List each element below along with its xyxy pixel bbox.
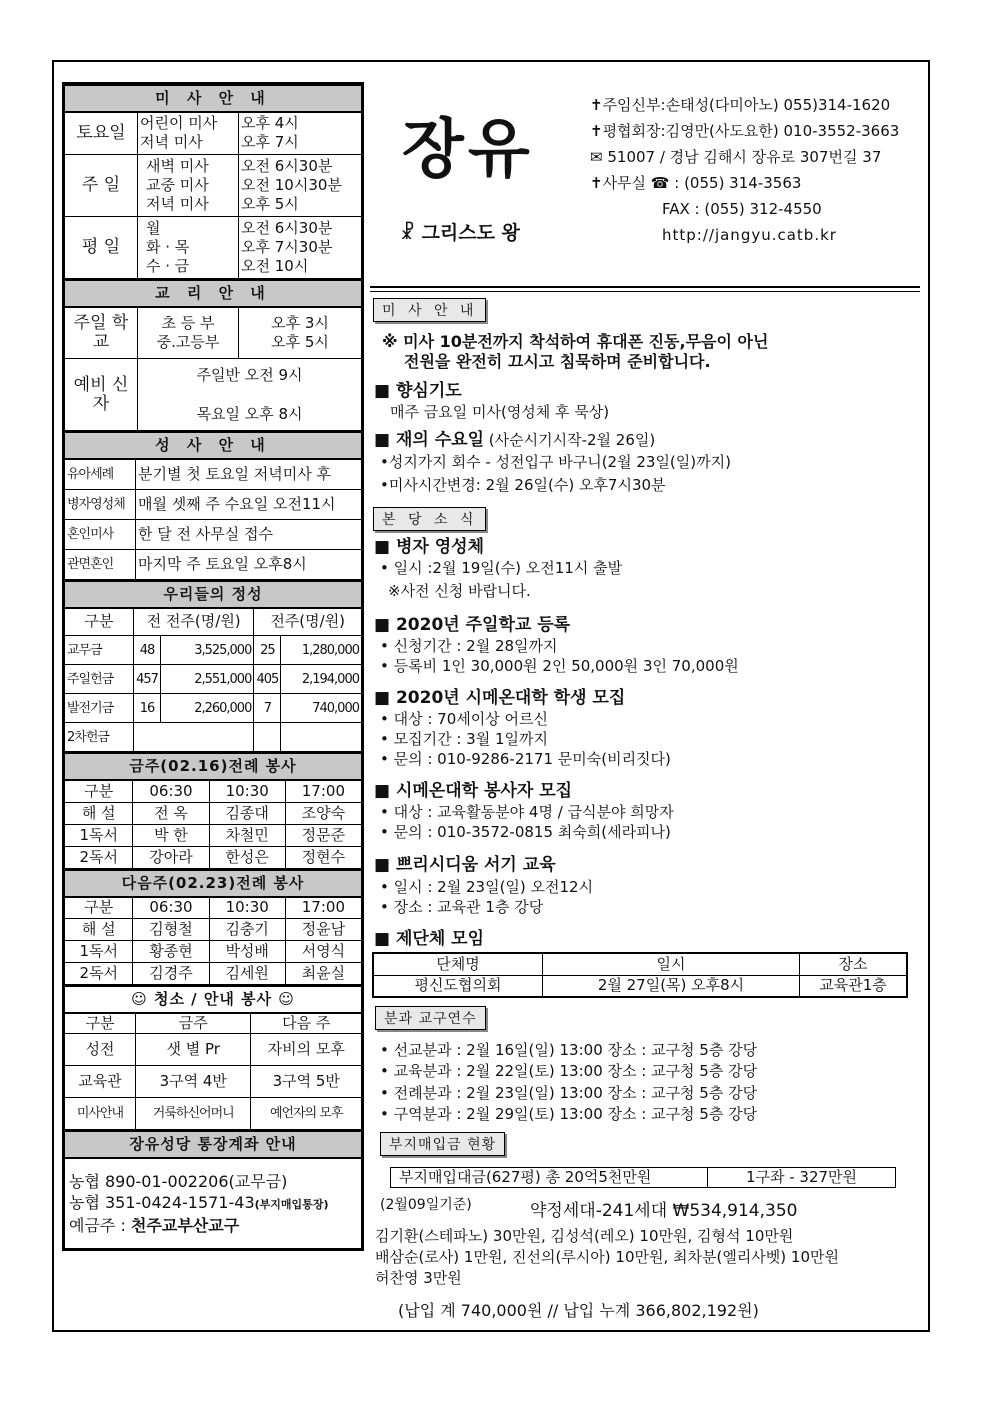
cleaning-col: 다음 주	[251, 1013, 362, 1034]
service-col: 17:00	[285, 780, 361, 802]
service-next-week-table	[64, 869, 362, 986]
mass-time: 오전 6시30분	[241, 156, 333, 175]
mass-item: 저녁 미사	[146, 194, 209, 213]
pre-catechumen-label: 예비 신자	[65, 359, 138, 431]
mass-time: 오후 4시	[241, 114, 299, 133]
groups-cell: 교육관1층	[800, 975, 908, 997]
groups-cell: 2월 27일(목) 오후8시	[543, 975, 800, 997]
service-cell: 한성은	[209, 846, 285, 868]
sacrament-label: 관면혼인	[65, 549, 136, 579]
training-item: • 교육분과 : 2월 22일(토) 13:00 장소 : 교구청 5층 강당	[380, 1062, 758, 1080]
sick-title: ■ 병자 영성체	[374, 537, 485, 557]
offering-amount: 3,525,000	[161, 636, 254, 665]
mass-header: 미 사 안 내	[65, 85, 362, 112]
cleaning-cell: 성전	[65, 1034, 136, 1066]
service-cell: 김형철	[133, 919, 209, 941]
cleaning-cell: 3구역 5반	[251, 1066, 362, 1098]
account-header: 장유성당 통장계좌 안내	[65, 1131, 362, 1158]
school-reg-title: ■ 2020년 주일학교 등록	[374, 615, 571, 635]
training-item: • 구역분과 : 2월 29일(토) 13:00 장소 : 교구청 5층 강당	[380, 1105, 758, 1123]
groups-title: ■ 제단체 모임	[374, 929, 485, 949]
groups-col: 단체명	[373, 953, 543, 975]
training-item: • 선교분과 : 2월 16일(일) 13:00 장소 : 교구청 5층 강당	[380, 1041, 758, 1059]
ash-item: •미사시간변경: 2월 26일(수) 오후7시30분	[380, 476, 666, 494]
school-label: 주일 학교	[65, 307, 138, 359]
cleaning-cell: 예언자의 모후	[251, 1098, 362, 1130]
mass-time: 오전 6시30분	[241, 218, 333, 237]
sacrament-label: 혼인미사	[65, 519, 136, 549]
training-item: • 전례분과 : 2월 23일(일) 13:00 장소 : 교구청 5층 강당	[380, 1084, 758, 1102]
land-total: 부지매입대금(627평) 총 20억5천만원	[391, 1168, 708, 1188]
service-cell: 김충기	[209, 919, 285, 941]
groups-cell: 평신도협의회	[373, 975, 543, 997]
service-col: 10:30	[209, 897, 285, 919]
training-box: 분과 교구연수	[375, 1006, 486, 1030]
account-owner-label: 예금주 :	[69, 1215, 126, 1235]
school-reg-item: • 신청기간 : 2월 28일까지	[380, 637, 558, 655]
account-owner: 천주교부산교구	[130, 1215, 240, 1235]
offering-amount: 740,000	[281, 694, 362, 723]
offering-amount: 1,280,000	[281, 636, 362, 665]
offering-count: 16	[134, 694, 161, 723]
sick-item: • 일시 :2월 19일(수) 오전11시 출발	[380, 559, 623, 577]
service-cell: 1독서	[65, 941, 133, 963]
service-cell: 황종현	[133, 941, 209, 963]
mass-notice-line: 전원을 완전히 끄시고 침묵하며 준비합니다.	[404, 352, 711, 371]
service-cell: 해 설	[65, 802, 133, 824]
sacrament-header: 성 사 안 내	[65, 432, 362, 459]
praesidium-title: ■ 쁘리시디움 서기 교육	[374, 855, 556, 875]
cleaning-col: 금주	[136, 1013, 251, 1034]
mass-item: 월	[146, 218, 161, 237]
cleaning-table	[64, 985, 362, 1130]
land-box: 부지매입금 현황	[380, 1132, 505, 1156]
offering-count: 48	[134, 636, 161, 665]
catechism-table	[64, 279, 362, 432]
url-line: http://jangyu.catb.kr	[662, 226, 837, 244]
school-time: 오후 3시	[271, 313, 329, 332]
page-title: 장유	[402, 112, 534, 187]
simeon-item: • 문의 : 010-9286-2171 문미숙(비리짓다)	[380, 750, 671, 768]
sick-item: ※사전 신청 바랍니다.	[388, 582, 531, 600]
service-cell: 정문준	[285, 824, 361, 846]
service-this-header: 금주(02.16)전례 봉사	[65, 753, 362, 780]
mass-notice-line: ※ 미사 10분전까지 착석하여 휴대폰 진동,무음이 아닌	[382, 332, 769, 351]
mass-sunday-label: 주 일	[65, 154, 138, 216]
service-cell: 차철민	[209, 824, 285, 846]
offering-col: 구분	[65, 608, 134, 636]
offering-col: 전주(명/원)	[254, 608, 362, 636]
offering-col: 전 전주(명/원)	[134, 608, 254, 636]
service-cell: 박성배	[209, 941, 285, 963]
subtitle: 그리스도 왕	[421, 222, 520, 244]
pre-time: 목요일 오후 8시	[196, 404, 303, 423]
mass-table	[64, 84, 362, 279]
service-cell: 박 한	[133, 824, 209, 846]
ash-title: ■ 재의 수요일	[374, 430, 485, 450]
school-item: 초 등 부	[161, 313, 215, 332]
sacrament-text: 마지막 주 토요일 오후8시	[136, 549, 362, 579]
volunteer-item: • 문의 : 010-3572-0815 최숙희(세라피나)	[380, 823, 671, 841]
land-sum: (납입 계 740,000원 // 납입 누계 366,802,192원)	[398, 1301, 759, 1320]
mass-time: 오후 7시	[241, 133, 299, 152]
mail-icon: ✉	[590, 148, 603, 166]
masthead-rule	[370, 286, 920, 288]
offering-amount: 2,194,000	[281, 665, 362, 694]
pre-time: 주일반 오전 9시	[196, 365, 303, 384]
simeon-item: • 대상 : 70세이상 어르신	[380, 710, 548, 728]
chi-rho-icon: ☧	[400, 222, 415, 244]
school-reg-item: • 등록비 1인 30,000원 2인 50,000원 3인 70,000원	[380, 657, 739, 675]
sacrament-text: 한 달 전 사무실 접수	[136, 519, 362, 549]
sacrament-text: 분기별 첫 토요일 저녁미사 후	[136, 459, 362, 489]
prayer-text: 매주 금요일 미사(영성체 후 묵상)	[390, 403, 610, 421]
mass-item: 어린이 미사	[140, 114, 218, 133]
groups-col: 장소	[800, 953, 908, 975]
cleaning-cell: 3구역 4반	[136, 1066, 251, 1098]
sacrament-label: 유아세례	[65, 459, 136, 489]
mass-time: 오후 5시	[241, 194, 299, 213]
groups-col: 일시	[543, 953, 800, 975]
service-cell: 강아라	[133, 846, 209, 868]
praesidium-item: • 일시 : 2월 23일(일) 오전12시	[380, 878, 594, 896]
service-col: 06:30	[133, 780, 209, 802]
service-cell: 2독서	[65, 963, 133, 985]
service-cell: 전 옥	[133, 802, 209, 824]
offering-label: 주일헌금	[65, 665, 134, 694]
account-table	[64, 1130, 362, 1249]
service-cell: 정윤남	[285, 919, 361, 941]
cleaning-cell: 샛 별 Pr	[136, 1034, 251, 1066]
service-next-header: 다음주(02.23)전례 봉사	[65, 870, 362, 897]
volunteer-item: • 대상 : 교육활동분야 4명 / 급식분야 희망자	[380, 803, 674, 821]
groups-table	[372, 952, 908, 998]
simeon-item: • 모집기간 : 3월 1일까지	[380, 730, 548, 748]
offering-label: 발전기금	[65, 694, 134, 723]
school-time: 오후 5시	[271, 332, 329, 351]
fax-line: FAX : (055) 312-4550	[662, 200, 822, 218]
prayer-title: ■ 향심기도	[374, 381, 462, 401]
service-cell: 서영식	[285, 941, 361, 963]
service-cell: 2독서	[65, 846, 133, 868]
mass-time: 오후 7시30분	[241, 237, 333, 256]
cleaning-cell: 자비의 모후	[251, 1034, 362, 1066]
service-col: 06:30	[133, 897, 209, 919]
account-line: 농협 890-01-002206(교무금)	[69, 1171, 288, 1191]
service-cell: 최윤실	[285, 963, 361, 985]
service-cell: 조양숙	[285, 802, 361, 824]
service-cell: 해 설	[65, 919, 133, 941]
cleaning-cell: 교육관	[65, 1066, 136, 1098]
mass-time: 오전 10시	[241, 256, 309, 275]
school-item: 중.고등부	[156, 332, 220, 351]
land-unit: 1구좌 - 327만원	[708, 1168, 896, 1188]
service-col: 구분	[65, 897, 133, 919]
service-cell: 김경주	[133, 963, 209, 985]
service-col: 10:30	[209, 780, 285, 802]
mass-item: 새벽 미사	[146, 156, 209, 175]
christ-the-king	[400, 218, 520, 245]
cleaning-col: 구분	[65, 1013, 136, 1034]
service-cell: 김종대	[209, 802, 285, 824]
mass-time: 오전 10시30분	[241, 175, 342, 194]
cleaning-cell: 거룩하신어머니	[136, 1098, 251, 1130]
offering-count: 25	[254, 636, 281, 665]
catechism-header: 교 리 안 내	[65, 280, 362, 307]
left-column	[62, 82, 364, 1251]
mass-item: 교중 미사	[146, 175, 209, 194]
pastor-line: ✝주임신부:손태성(다미아노) 055)314-1620	[590, 96, 891, 114]
donor-line: 허찬영 3만원	[375, 1269, 462, 1287]
offering-count: 405	[254, 665, 281, 694]
praesidium-item: • 장소 : 교육관 1층 강당	[380, 898, 544, 916]
service-col: 17:00	[285, 897, 361, 919]
donor-line: 배삼순(로사) 1만원, 진선의(루시아) 10만원, 최차분(엘리사벳) 10만원	[375, 1248, 839, 1266]
offering-amount: 2,551,000	[161, 665, 254, 694]
service-col: 구분	[65, 780, 133, 802]
volunteer-title: ■ 시메온대학 봉사자 모집	[374, 781, 573, 801]
sacrament-text: 매월 셋째 주 수요일 오전11시	[136, 489, 362, 519]
masthead-rule-thin	[370, 291, 920, 292]
mass-item: 화 · 목	[146, 237, 190, 256]
parish-news-box: 본 당 소 식	[373, 507, 486, 531]
offering-count: 7	[254, 694, 281, 723]
mass-saturday-label: 토요일	[65, 112, 138, 154]
land-pledge: 약정세대-241세대 ₩534,914,350	[530, 1201, 798, 1221]
service-cell: 정현수	[285, 846, 361, 868]
mass-item: 수 · 금	[146, 256, 190, 275]
address-line: 51007 / 경남 김해시 장유로 307번길 37	[607, 148, 882, 166]
contact-block	[590, 92, 899, 248]
simeon-title: ■ 2020년 시메온대학 학생 모집	[374, 688, 626, 708]
mass-weekday-label: 평 일	[65, 216, 138, 278]
service-cell: 김세원	[209, 963, 285, 985]
offering-header: 우리들의 정성	[65, 581, 362, 608]
offering-amount: 2,260,000	[161, 694, 254, 723]
account-line: 농협 351-0424-1571-43	[69, 1192, 255, 1212]
mass-notice-box: 미 사 안 내	[373, 298, 486, 322]
donor-line: 김기환(스테파노) 30만원, 김성석(레오) 10만원, 김형석 10만원	[375, 1227, 794, 1245]
offering-label: 교무금	[65, 636, 134, 665]
sacrament-table	[64, 431, 362, 580]
mass-item: 저녁 미사	[140, 133, 203, 152]
offering-table	[64, 580, 362, 753]
sacrament-label: 병자영성체	[65, 489, 136, 519]
offering-count: 457	[134, 665, 161, 694]
president-line: ✝평협회장:김영만(사도요한) 010-3552-3663	[590, 122, 900, 140]
cleaning-header: ☺ 청소 / 안내 봉사 ☺	[65, 986, 362, 1013]
service-cell: 1독서	[65, 824, 133, 846]
land-date: (2월09일기준)	[380, 1197, 472, 1213]
service-this-week-table	[64, 752, 362, 869]
ash-item: •성지가지 회수 - 성전입구 바구니(2월 23일(일)까지)	[380, 453, 731, 471]
cleaning-cell: 미사안내	[65, 1098, 136, 1130]
office-line: ✝사무실 ☎ : (055) 314-3563	[590, 174, 802, 192]
ash-sub: (사순시기시작-2월 26일)	[488, 431, 656, 449]
land-table	[390, 1167, 896, 1188]
account-note: (부지매입통장)	[254, 1197, 329, 1211]
offering-label: 2차헌금	[65, 723, 134, 752]
